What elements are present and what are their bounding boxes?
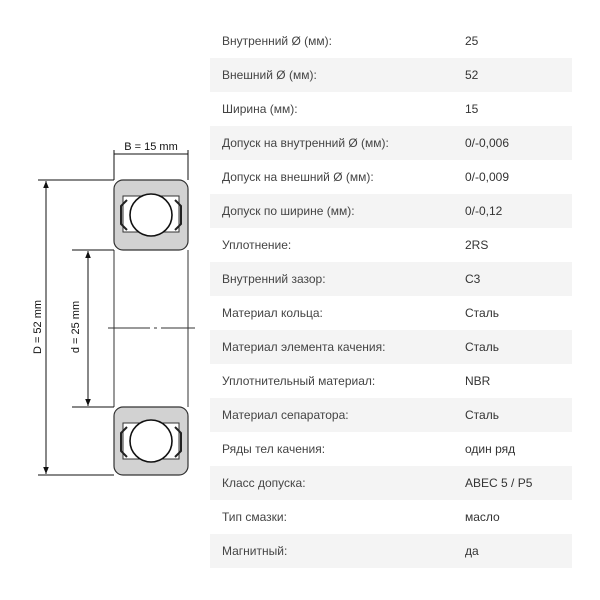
spec-row <box>210 296 572 330</box>
spec-label: Внутренний Ø (мм): <box>222 34 332 48</box>
spec-value: 52 <box>465 58 572 92</box>
spec-value: масло <box>465 510 500 524</box>
spec-value: да <box>465 534 572 568</box>
spec-row <box>210 364 572 398</box>
spec-label: Материал сепаратора: <box>210 398 465 432</box>
spec-label: Материал элемента качения: <box>210 330 465 364</box>
spec-label: Допуск на внутренний Ø (мм): <box>210 126 465 160</box>
spec-value: NBR <box>465 374 491 388</box>
spec-value: 15 <box>465 102 479 116</box>
spec-row <box>210 398 572 432</box>
spec-value: ABEC 5 / P5 <box>465 466 572 500</box>
spec-row <box>210 330 572 364</box>
spec-value: 0/-0,009 <box>465 170 510 184</box>
spec-row <box>210 534 572 568</box>
bearing-drawing <box>0 0 210 600</box>
spec-value: C3 <box>465 262 572 296</box>
spec-value: один ряд <box>465 442 516 456</box>
spec-label: Магнитный: <box>210 534 465 568</box>
spec-label: Внешний Ø (мм): <box>210 58 465 92</box>
spec-row <box>210 160 572 194</box>
spec-label: Уплотнительный материал: <box>222 374 376 388</box>
spec-row <box>210 92 572 126</box>
spec-label: Класс допуска: <box>210 466 465 500</box>
spec-row <box>210 126 572 160</box>
spec-label: Уплотнение: <box>222 238 292 252</box>
spec-value: Сталь <box>465 306 499 320</box>
ball-top <box>130 194 172 236</box>
spec-row <box>210 228 572 262</box>
spec-label: Допуск по ширине (мм): <box>210 194 465 228</box>
spec-row <box>210 432 572 466</box>
spec-row <box>210 262 572 296</box>
spec-label: Ряды тел качения: <box>222 442 326 456</box>
bearing-section-bottom <box>114 407 188 475</box>
spec-row <box>210 58 572 92</box>
spec-value: 2RS <box>465 238 489 252</box>
spec-table <box>210 24 572 568</box>
spec-label: Допуск на внешний Ø (мм): <box>222 170 374 184</box>
spec-label: Тип смазки: <box>222 510 287 524</box>
inner-diameter-label: d = 25 mm <box>70 300 82 354</box>
spec-value: 25 <box>465 34 479 48</box>
center-lines <box>108 250 195 407</box>
outer-diameter-label: D = 52 mm <box>32 299 44 355</box>
spec-value: 0/-0,12 <box>465 194 572 228</box>
spec-label: Внутренний зазор: <box>210 262 465 296</box>
bearing-section-top <box>114 180 188 250</box>
spec-value: 0/-0,006 <box>465 126 572 160</box>
spec-row <box>210 466 572 500</box>
spec-row <box>210 24 572 58</box>
spec-value: Сталь <box>465 330 572 364</box>
spec-row <box>210 500 572 534</box>
spec-label: Материал кольца: <box>222 306 323 320</box>
ball-bottom <box>130 420 172 462</box>
width-label: B = 15 mm <box>124 141 178 153</box>
spec-label: Ширина (мм): <box>222 102 298 116</box>
spec-value: Сталь <box>465 398 572 432</box>
spec-row <box>210 194 572 228</box>
width-dimension <box>114 150 188 180</box>
